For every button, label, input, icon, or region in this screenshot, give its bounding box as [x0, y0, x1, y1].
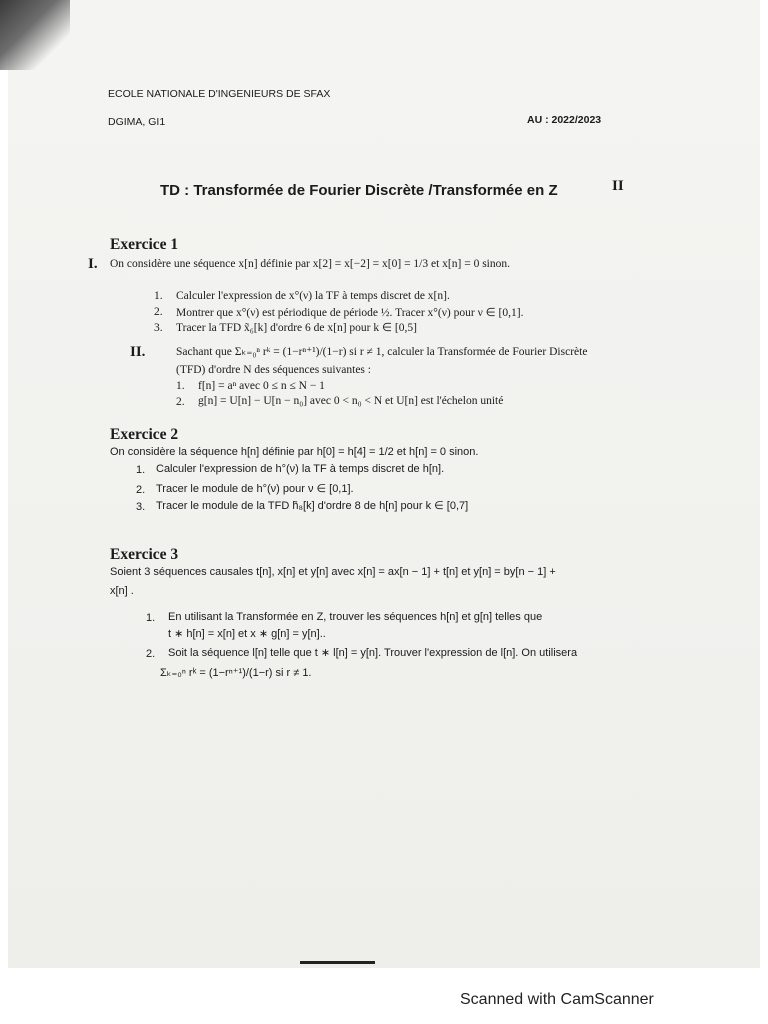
page-corner-shadow [0, 0, 70, 70]
ex1-item-3-num: 3. [154, 322, 163, 334]
ex1-sub-item-1-num: 1. [176, 380, 185, 392]
scanned-page [8, 0, 760, 968]
scanner-watermark: Scanned with CamScanner [460, 991, 654, 1008]
ex2-item-1-num: 1. [136, 464, 146, 476]
ex1-item-3-text: Tracer la TFD x̃₆[k] d'ordre 6 de x[n] pour k ∈ [0,5] [176, 322, 417, 334]
ex2-item-3-num: 3. [136, 501, 146, 513]
exercise-3-intro-line-1: Soient 3 séquences causales t[n], x[n] et y[n] avec x[n] = ax[n − 1] + t[n] et y[n] = by[n − 1] + [110, 566, 556, 578]
exercise-3-intro-line-2: x[n] . [110, 585, 134, 597]
ex1-item-1-num: 1. [154, 290, 163, 302]
ex1-item-2-text: Montrer que x°(ν) est périodique de période ½. Tracer x°(ν) pour ν ∈ [0,1]. [176, 307, 524, 319]
title-handwritten-mark: II [612, 178, 624, 194]
exercise-1-heading: Exercice 1 [110, 236, 179, 253]
exercise-3-heading: Exercice 3 [110, 546, 179, 563]
ex1-sub-item-2-text: g[n] = U[n] − U[n − n₀] avec 0 < n₀ < N et U[n] est l'échelon unité [198, 395, 504, 407]
ex3-item-2-line-1: Soit la séquence l[n] telle que t ∗ l[n] = y[n]. Trouver l'expression de l[n]. On utilisera [168, 647, 578, 659]
exercise-2-heading: Exercice 2 [110, 426, 179, 443]
ex2-item-2-num: 2. [136, 484, 146, 496]
ex2-item-2-text: Tracer le module de h°(ν) pour ν ∈ [0,1]. [156, 483, 354, 495]
ex3-item-1-line-1: En utilisant la Transformée en Z, trouver les séquences h[n] et g[n] telles que [168, 611, 543, 623]
ex3-item-1-num: 1. [146, 612, 156, 624]
ex1-item-1-text: Calculer l'expression de x°(ν) la TF à temps discret de x[n]. [176, 290, 450, 302]
part-two-line-2: (TFD) d'ordre N des séquences suivantes : [176, 364, 371, 376]
exercise-2-intro: On considère la séquence h[n] définie par h[0] = h[4] = 1/2 et h[n] = 0 sinon. [110, 446, 479, 458]
ex3-item-2-line-2: Σₖ₌₀ⁿ rᵏ = (1−rⁿ⁺¹)/(1−r) si r ≠ 1. [160, 667, 312, 679]
ex1-item-2-num: 2. [154, 306, 163, 318]
ex3-item-1-line-2: t ∗ h[n] = x[n] et x ∗ g[n] = y[n].. [168, 628, 326, 640]
ex1-sub-item-1-text: f[n] = aⁿ avec 0 ≤ n ≤ N − 1 [198, 380, 325, 392]
academic-year: AU : 2022/2023 [527, 114, 602, 126]
exercise-1-intro: On considère une séquence x[n] définie par x[2] = x[−2] = x[0] = 1/3 et x[n] = 0 sinon. [110, 258, 510, 270]
ex1-sub-item-2-num: 2. [176, 396, 185, 408]
part-one-mark: I. [88, 256, 98, 272]
page-title: TD : Transformée de Fourier Discrète /Transformée en Z [160, 182, 558, 199]
ex3-item-2-num: 2. [146, 648, 156, 660]
school-name: ECOLE NATIONALE D'INGENIEURS DE SFAX [108, 88, 331, 100]
ex2-item-1-text: Calculer l'expression de h°(ν) la TF à temps discret de h[n]. [156, 463, 445, 475]
department: DGIMA, GI1 [108, 116, 166, 128]
part-two-line-1: Sachant que Σₖ₌₀ⁿ rᵏ = (1−rⁿ⁺¹)/(1−r) si r ≠ 1, calculer la Transformée de Fourier Discrète [176, 346, 588, 358]
page-bottom-mark [300, 961, 375, 964]
part-two-mark: II. [130, 344, 146, 360]
ex2-item-3-text: Tracer le module de la TFD h̃₈[k] d'ordre 8 de h[n] pour k ∈ [0,7] [156, 500, 469, 512]
